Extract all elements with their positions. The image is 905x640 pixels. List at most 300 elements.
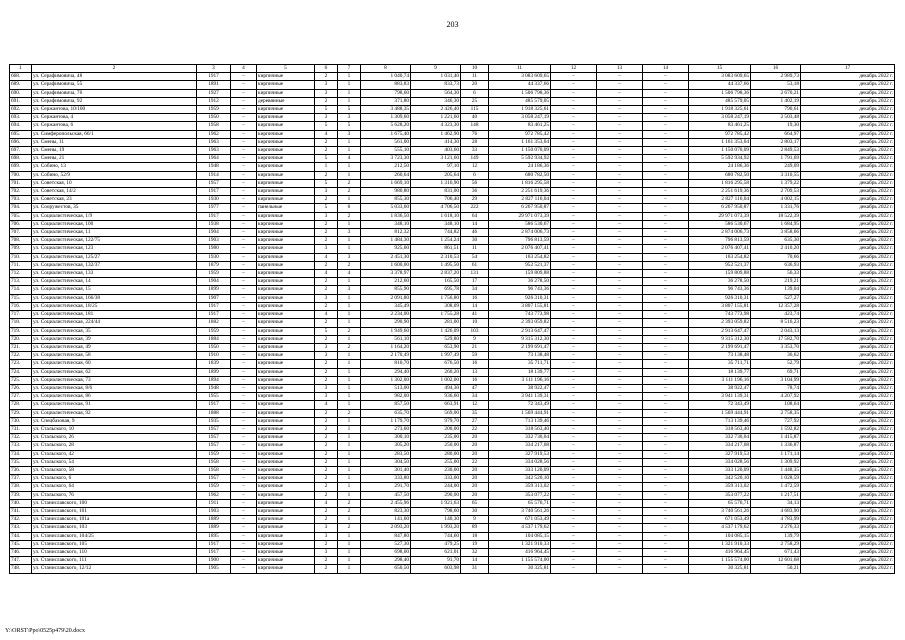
table-cell: –: [231, 417, 257, 425]
table-cell: 149: [461, 155, 489, 163]
table-cell: 1 592,82: [751, 425, 801, 433]
table-cell: 3: [315, 548, 338, 556]
table-cell: 30 325,81: [489, 565, 551, 573]
table-cell: 1 302,00: [361, 376, 411, 384]
table-cell: 4 783,99: [751, 516, 801, 524]
table-cell: 1 675,40: [361, 130, 411, 138]
table-cell: –: [597, 335, 643, 343]
table-cell: –: [643, 565, 689, 573]
table-cell: кирпичные: [257, 147, 315, 155]
table-cell: –: [597, 425, 643, 433]
table-cell: декабрь 2022 г.: [801, 278, 895, 286]
table-cell: декабрь 2022 г.: [801, 450, 895, 458]
table-cell: –: [231, 196, 257, 204]
table-cell: 1879: [197, 261, 231, 269]
table-cell: 513,00: [361, 384, 411, 392]
table-cell: 1: [338, 491, 361, 499]
table-cell: 2: [315, 171, 338, 179]
table-cell: декабрь 2022 г.: [801, 89, 895, 97]
table-cell: –: [597, 204, 643, 212]
table-cell: 348,10: [411, 220, 461, 228]
table-cell: –: [231, 335, 257, 343]
table-cell: 1891: [197, 81, 231, 89]
table-cell: –: [551, 384, 597, 392]
table-cell: 1912: [197, 97, 231, 105]
table-cell: 717.: [10, 311, 32, 319]
table-cell: 38 922,47: [689, 384, 751, 392]
table-cell: 13: [461, 368, 489, 376]
table-cell: 1899: [197, 286, 231, 294]
table-row: [10, 114, 895, 122]
table-cell: декабрь 2022 г.: [801, 466, 895, 474]
table-cell: 1957: [197, 475, 231, 483]
table-cell: 2 199 691,47: [689, 343, 751, 351]
table-cell: 141,60: [361, 516, 411, 524]
table-cell: –: [231, 245, 257, 253]
table-cell: 1: [338, 311, 361, 319]
table-cell: –: [231, 188, 257, 196]
table-cell: –: [597, 507, 643, 515]
column-number: 3: [197, 65, 231, 73]
table-cell: декабрь 2022 г.: [801, 253, 895, 261]
table-cell: 2: [315, 97, 338, 105]
table-cell: 732.: [10, 434, 32, 442]
table-cell: –: [551, 466, 597, 474]
table-cell: –: [551, 516, 597, 524]
table-cell: 5: [315, 327, 338, 335]
table-cell: –: [551, 294, 597, 302]
table-cell: –: [231, 327, 257, 335]
table-cell: –: [597, 106, 643, 114]
table-cell: –: [643, 97, 689, 105]
table-cell: 9: [461, 516, 489, 524]
table-cell: ул. Социалистическая, 49: [32, 343, 197, 351]
table-cell: 59: [461, 352, 489, 360]
table-cell: 713 139,46: [489, 417, 551, 425]
table-cell: декабрь 2022 г.: [801, 179, 895, 187]
table-cell: –: [643, 458, 689, 466]
table-cell: декабрь 2022 г.: [801, 147, 895, 155]
table-cell: 1: [338, 376, 361, 384]
table-row: [10, 434, 895, 442]
table-cell: 32: [461, 548, 489, 556]
table-cell: 695,78: [411, 286, 461, 294]
table-cell: 833,73: [411, 81, 461, 89]
table-cell: 3 807 155,81: [689, 302, 751, 310]
table-cell: –: [551, 483, 597, 491]
table-cell: кирпичные: [257, 540, 315, 548]
table-cell: –: [551, 442, 597, 450]
table-cell: 2: [315, 376, 338, 384]
table-cell: 2 393 059,82: [489, 319, 551, 327]
table-cell: 2 043,13: [751, 327, 801, 335]
table-cell: 249,09: [751, 163, 801, 171]
table-cell: ул. Социалистическая, 92: [32, 409, 197, 417]
table-cell: 1957: [197, 425, 231, 433]
table-cell: 527,30: [361, 540, 411, 548]
table-cell: 457,50: [361, 491, 411, 499]
table-cell: –: [231, 491, 257, 499]
table-cell: –: [231, 114, 257, 122]
table-cell: 790,61: [751, 106, 801, 114]
table-row: [10, 278, 895, 286]
table-cell: 1903: [197, 237, 231, 245]
table-cell: –: [551, 335, 597, 343]
table-cell: 2: [338, 327, 361, 335]
table-cell: –: [597, 81, 643, 89]
table-cell: 2 410,20: [751, 245, 801, 253]
table-cell: –: [597, 352, 643, 360]
column-number: 1: [10, 65, 32, 73]
table-cell: –: [231, 458, 257, 466]
table-cell: декабрь 2022 г.: [801, 155, 895, 163]
table-cell: –: [597, 155, 643, 163]
table-cell: 1917: [197, 401, 231, 409]
file-path-footer: Y:\ORST\Ppo\0525p479\20.docx: [5, 628, 85, 634]
table-cell: 1: [338, 81, 361, 89]
table-cell: 24 186,36: [689, 163, 751, 171]
table-cell: кирпичные: [257, 507, 315, 515]
table-cell: 19,30: [751, 122, 801, 130]
table-cell: 722.: [10, 352, 32, 360]
table-cell: 273,60: [361, 425, 411, 433]
table-cell: 1 918 325,61: [489, 106, 551, 114]
table-cell: 2 913 647,47: [489, 327, 551, 335]
table-cell: 2 393 059,82: [689, 319, 751, 327]
table-cell: 18 139,77: [689, 368, 751, 376]
table-cell: –: [643, 557, 689, 565]
table-cell: –: [643, 286, 689, 294]
table-cell: 1889: [197, 524, 231, 532]
table-cell: кирпичные: [257, 212, 315, 220]
table-cell: 1 684,95: [751, 220, 801, 228]
table-cell: 104 085,15: [489, 532, 551, 540]
table-cell: 744,60: [411, 532, 461, 540]
table-cell: –: [231, 352, 257, 360]
table-cell: 4: [338, 270, 361, 278]
table-cell: 33: [461, 147, 489, 155]
table-cell: ул. Социалистическая, 91: [32, 401, 197, 409]
table-cell: –: [551, 499, 597, 507]
table-cell: –: [597, 220, 643, 228]
table-cell: 3: [315, 245, 338, 253]
table-row: [10, 81, 895, 89]
table-cell: 2: [338, 188, 361, 196]
table-cell: кирпичные: [257, 343, 315, 351]
table-cell: 721.: [10, 343, 32, 351]
table-cell: –: [643, 352, 689, 360]
table-cell: 27: [461, 417, 489, 425]
table-row: [10, 376, 895, 384]
table-cell: 3: [315, 188, 338, 196]
table-cell: 11: [461, 73, 489, 81]
table-cell: 283,50: [361, 450, 411, 458]
table-cell: –: [643, 261, 689, 269]
table-row: [10, 155, 895, 163]
column-number: 5: [257, 65, 315, 73]
table-cell: ул. Серафимовича, 76: [32, 89, 197, 97]
table-cell: 3 083 609,65: [689, 73, 751, 81]
table-cell: 64: [461, 212, 489, 220]
table-cell: 718.: [10, 319, 32, 327]
table-cell: 650,50: [361, 565, 411, 573]
table-cell: 2: [315, 540, 338, 548]
column-number: 12: [551, 65, 597, 73]
table-cell: 728.: [10, 401, 32, 409]
table-cell: 1884: [197, 335, 231, 343]
table-cell: 9 315 312,30: [689, 335, 751, 343]
table-cell: 1: [338, 540, 361, 548]
table-cell: 212,50: [361, 163, 411, 171]
table-cell: 3: [315, 343, 338, 351]
table-cell: кирпичные: [257, 130, 315, 138]
table-row: [10, 565, 895, 573]
table-cell: декабрь 2022 г.: [801, 548, 895, 556]
table-cell: 1 336,87: [751, 442, 801, 450]
table-cell: 1: [338, 245, 361, 253]
table-cell: –: [643, 483, 689, 491]
table-cell: 20: [461, 483, 489, 491]
table-cell: 14: [461, 302, 489, 310]
table-cell: ул. Симферопольская, 66/1: [32, 130, 197, 138]
table-cell: ул. Станиславского, 101: [32, 507, 197, 515]
table-cell: –: [643, 507, 689, 515]
table-cell: 712.: [10, 270, 32, 278]
table-cell: 694.: [10, 122, 32, 130]
table-cell: 1 040,74: [361, 73, 411, 81]
table-cell: –: [597, 270, 643, 278]
table-cell: декабрь 2022 г.: [801, 417, 895, 425]
table-cell: –: [643, 425, 689, 433]
table-cell: ул. Социалистическая, 125/27: [32, 253, 197, 261]
table-cell: кирпичные: [257, 532, 315, 540]
table-cell: ул. Сержантова, 6: [32, 122, 197, 130]
table-cell: –: [551, 434, 597, 442]
table-cell: кирпичные: [257, 384, 315, 392]
table-cell: 747.: [10, 557, 32, 565]
table-row: [10, 204, 895, 212]
table-cell: –: [643, 138, 689, 146]
table-cell: декабрь 2022 г.: [801, 360, 895, 368]
table-cell: кирпичные: [257, 327, 315, 335]
table-cell: 2 199 691,47: [489, 343, 551, 351]
table-cell: –: [597, 311, 643, 319]
table-cell: 1 002,00: [411, 376, 461, 384]
table-cell: кирпичные: [257, 106, 315, 114]
table-cell: 1 316,90: [411, 179, 461, 187]
table-cell: 20: [461, 434, 489, 442]
table-cell: 334 217,08: [689, 442, 751, 450]
table-cell: 35 711,71: [689, 360, 751, 368]
table-cell: 855,90: [361, 286, 411, 294]
table-cell: кирпичные: [257, 286, 315, 294]
column-number: 6: [315, 65, 338, 73]
table-cell: 294,40: [361, 368, 411, 376]
table-cell: 2: [315, 409, 338, 417]
table-cell: 416 964,45: [489, 548, 551, 556]
table-cell: 73 138,48: [489, 352, 551, 360]
table-cell: 2: [315, 138, 338, 146]
table-row: [10, 97, 895, 105]
column-number: 15: [689, 65, 751, 73]
table-cell: декабрь 2022 г.: [801, 434, 895, 442]
table-cell: кирпичные: [257, 376, 315, 384]
table-cell: кирпичные: [257, 294, 315, 302]
table-cell: –: [643, 73, 689, 81]
table-cell: 83 461,25: [689, 122, 751, 130]
table-cell: декабрь 2022 г.: [801, 327, 895, 335]
table-cell: 2 837,20: [411, 270, 461, 278]
table-cell: 30: [461, 507, 489, 515]
table-cell: ул. Социалистическая, 11: [32, 229, 197, 237]
table-cell: –: [551, 97, 597, 105]
table-cell: 346,30: [411, 97, 461, 105]
table-cell: –: [597, 163, 643, 171]
table-cell: 857,50: [361, 401, 411, 409]
table-cell: –: [597, 237, 643, 245]
table-cell: 2: [338, 507, 361, 515]
table-cell: кирпичные: [257, 179, 315, 187]
table-cell: –: [597, 360, 643, 368]
table-cell: 318 563,40: [689, 425, 751, 433]
table-cell: ул. Стальского, 64: [32, 483, 197, 491]
table-cell: 1904: [197, 278, 231, 286]
table-cell: 91,70: [411, 557, 461, 565]
table-cell: 30 325,81: [689, 565, 751, 573]
table-row: [10, 171, 895, 179]
table-row: [10, 466, 895, 474]
table-cell: ул. Социалистическая, 18/25: [32, 302, 197, 310]
table-cell: 2 076 407,41: [489, 245, 551, 253]
table-cell: ул. Станиславского, 105: [32, 540, 197, 548]
table-cell: 2: [338, 261, 361, 269]
table-cell: 1 816 295,58: [689, 179, 751, 187]
table-cell: –: [597, 516, 643, 524]
table-cell: ул. Станиславского, 12/12: [32, 565, 197, 573]
table-row: [10, 343, 895, 351]
table-cell: 1917: [197, 73, 231, 81]
table-cell: 723.: [10, 360, 32, 368]
table-cell: 24 186,36: [489, 163, 551, 171]
table-row: [10, 417, 895, 425]
table-cell: 41: [461, 311, 489, 319]
table-cell: 2: [315, 319, 338, 327]
column-number: 4: [231, 65, 257, 73]
table-cell: 2 709,53: [751, 188, 801, 196]
table-cell: –: [643, 302, 689, 310]
table-cell: 2: [315, 434, 338, 442]
table-cell: –: [643, 294, 689, 302]
table-cell: –: [643, 179, 689, 187]
table-cell: 1905: [197, 565, 231, 573]
table-cell: 2: [315, 425, 338, 433]
table-cell: ул. Социалистическая, 133: [32, 270, 197, 278]
table-cell: 5 592 934,92: [489, 155, 551, 163]
table-cell: –: [597, 147, 643, 155]
table-row: [10, 450, 895, 458]
table-cell: –: [551, 286, 597, 294]
table-cell: –: [231, 516, 257, 524]
table-cell: –: [551, 360, 597, 368]
table-cell: –: [231, 548, 257, 556]
table-cell: 3: [338, 114, 361, 122]
table-cell: –: [231, 89, 257, 97]
table-cell: 5: [338, 106, 361, 114]
table-cell: –: [551, 475, 597, 483]
table-cell: 952 521,37: [689, 261, 751, 269]
table-cell: –: [551, 393, 597, 401]
table-row: [10, 352, 895, 360]
table-cell: 2: [315, 196, 338, 204]
table-cell: кирпичные: [257, 188, 315, 196]
table-cell: 798,60: [361, 89, 411, 97]
table-cell: –: [597, 540, 643, 548]
table-cell: декабрь 2022 г.: [801, 122, 895, 130]
table-row: [10, 212, 895, 220]
table-cell: декабрь 2022 г.: [801, 557, 895, 565]
table-cell: 1 949,60: [361, 327, 411, 335]
table-cell: кирпичные: [257, 524, 315, 532]
table-cell: 707.: [10, 229, 32, 237]
table-cell: –: [231, 261, 257, 269]
table-cell: 693.: [10, 114, 32, 122]
table-cell: –: [231, 442, 257, 450]
table-cell: 1 506 798,36: [689, 89, 751, 97]
table-cell: 1: [338, 425, 361, 433]
table-cell: 1: [338, 147, 361, 155]
table-cell: –: [597, 532, 643, 540]
table-cell: 56,33: [751, 270, 801, 278]
table-cell: 46: [461, 229, 489, 237]
table-cell: 926 310,31: [489, 294, 551, 302]
table-cell: 2 827 116,04: [689, 196, 751, 204]
table-cell: 1959: [197, 450, 231, 458]
table-cell: ул. Стальского, 76: [32, 491, 197, 499]
table-cell: 1839: [197, 360, 231, 368]
table-cell: 334 028,56: [489, 458, 551, 466]
table-cell: –: [597, 286, 643, 294]
table-cell: –: [231, 540, 257, 548]
table-cell: –: [597, 483, 643, 491]
table-cell: декабрь 2022 г.: [801, 483, 895, 491]
table-cell: 140,30: [411, 516, 461, 524]
table-cell: 4: [315, 401, 338, 409]
table-cell: декабрь 2022 г.: [801, 286, 895, 294]
table-cell: 4: [315, 253, 338, 261]
table-cell: –: [643, 442, 689, 450]
table-cell: –: [231, 212, 257, 220]
table-cell: 1: [338, 196, 361, 204]
table-cell: 290,90: [361, 319, 411, 327]
table-cell: кирпичные: [257, 360, 315, 368]
table-cell: 1 150 070,09: [489, 147, 551, 155]
table-cell: 586 530,67: [689, 220, 751, 228]
table-cell: 3: [338, 286, 361, 294]
table-cell: декабрь 2022 г.: [801, 163, 895, 171]
table-cell: –: [643, 466, 689, 474]
table-cell: 1959: [197, 106, 231, 114]
table-cell: 1: [338, 278, 361, 286]
table-cell: 703.: [10, 196, 32, 204]
table-row: [10, 499, 895, 507]
table-cell: деревянные: [257, 97, 315, 105]
column-number: 10: [461, 65, 489, 73]
table-cell: 982,00: [361, 393, 411, 401]
table-cell: 711.: [10, 261, 32, 269]
table-cell: кирпичные: [257, 270, 315, 278]
table-cell: ул. Станиславского, 104/25: [32, 532, 197, 540]
table-cell: 603,98: [411, 565, 461, 573]
